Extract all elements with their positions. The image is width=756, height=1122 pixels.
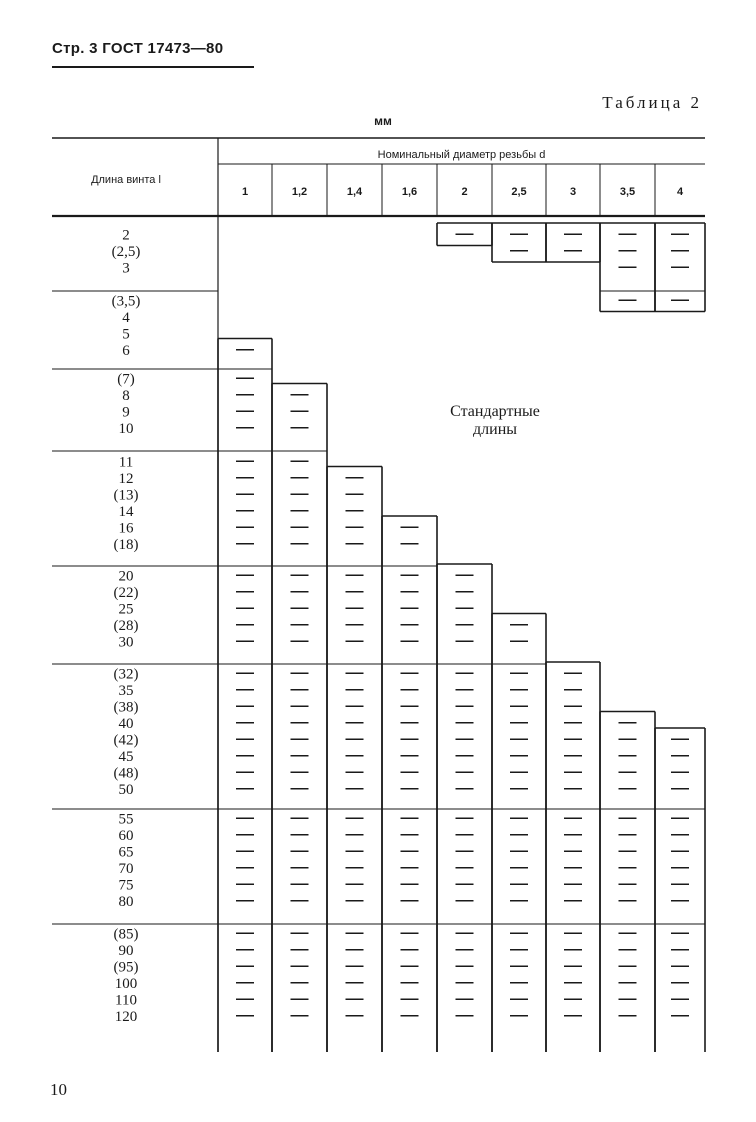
standard-lengths-note: Стандартные bbox=[450, 403, 540, 420]
length-label: 12 bbox=[118, 470, 134, 487]
diameter-header: 2,5 bbox=[511, 186, 527, 198]
length-label: 8 bbox=[122, 387, 130, 404]
length-label: 20 bbox=[118, 568, 134, 585]
length-label: 14 bbox=[118, 503, 134, 520]
length-label: 75 bbox=[118, 877, 134, 894]
length-label: 10 bbox=[118, 420, 134, 437]
length-label: (48) bbox=[113, 765, 139, 782]
unit-label: мм bbox=[374, 114, 392, 128]
length-label: 25 bbox=[118, 601, 134, 618]
diameter-header: 3,5 bbox=[619, 186, 636, 198]
length-label: (2,5) bbox=[111, 243, 141, 260]
length-label: 30 bbox=[118, 634, 134, 651]
length-label: 70 bbox=[118, 860, 134, 877]
table-caption: Таблица 2 bbox=[602, 93, 702, 112]
length-label: 16 bbox=[118, 520, 134, 537]
diameter-header: 4 bbox=[676, 186, 684, 198]
length-label: (95) bbox=[113, 959, 139, 976]
length-label: (32) bbox=[113, 666, 139, 683]
length-label: (18) bbox=[113, 536, 139, 553]
length-label: 11 bbox=[118, 454, 134, 471]
diameter-header: 1,6 bbox=[401, 186, 418, 198]
length-label: 80 bbox=[118, 893, 134, 910]
length-label: (22) bbox=[113, 584, 139, 601]
page-number: 10 bbox=[50, 1080, 67, 1099]
standard-lengths-note: длины bbox=[473, 421, 517, 438]
length-label: (42) bbox=[113, 732, 139, 749]
length-label: 45 bbox=[118, 748, 134, 765]
length-label: 4 bbox=[122, 309, 130, 326]
length-label: (13) bbox=[113, 487, 139, 504]
length-label: (85) bbox=[113, 926, 139, 943]
length-label: 9 bbox=[122, 404, 130, 421]
length-label: 2 bbox=[122, 227, 130, 244]
length-label: (38) bbox=[113, 699, 139, 716]
length-label: 35 bbox=[118, 682, 134, 699]
length-label: 60 bbox=[118, 827, 134, 844]
row-header-label: Длина винта l bbox=[91, 174, 161, 186]
column-group-header: Номинальный диаметр резьбы d bbox=[377, 149, 546, 161]
length-label: 50 bbox=[118, 781, 134, 798]
length-label: 55 bbox=[118, 811, 134, 828]
length-label: 110 bbox=[115, 992, 137, 1009]
length-label: 40 bbox=[118, 715, 134, 732]
diameter-header: 2 bbox=[461, 186, 468, 198]
length-label: 120 bbox=[114, 1008, 138, 1025]
diameter-header: 1,4 bbox=[346, 186, 363, 198]
diameter-header: 3 bbox=[569, 186, 577, 198]
diameter-header: 1 bbox=[241, 186, 249, 198]
length-label: (3,5) bbox=[111, 293, 141, 310]
length-label: 90 bbox=[118, 942, 134, 959]
length-label: 3 bbox=[122, 260, 130, 277]
length-label: 5 bbox=[122, 326, 130, 343]
length-label: (28) bbox=[113, 617, 139, 634]
length-label: (7) bbox=[117, 371, 135, 388]
diameter-header: 1,2 bbox=[291, 186, 308, 198]
length-label: 6 bbox=[122, 342, 130, 359]
length-label: 65 bbox=[118, 844, 134, 861]
length-label: 100 bbox=[114, 975, 138, 992]
running-head: Стр. 3 ГОСТ 17473—80 bbox=[52, 40, 224, 57]
